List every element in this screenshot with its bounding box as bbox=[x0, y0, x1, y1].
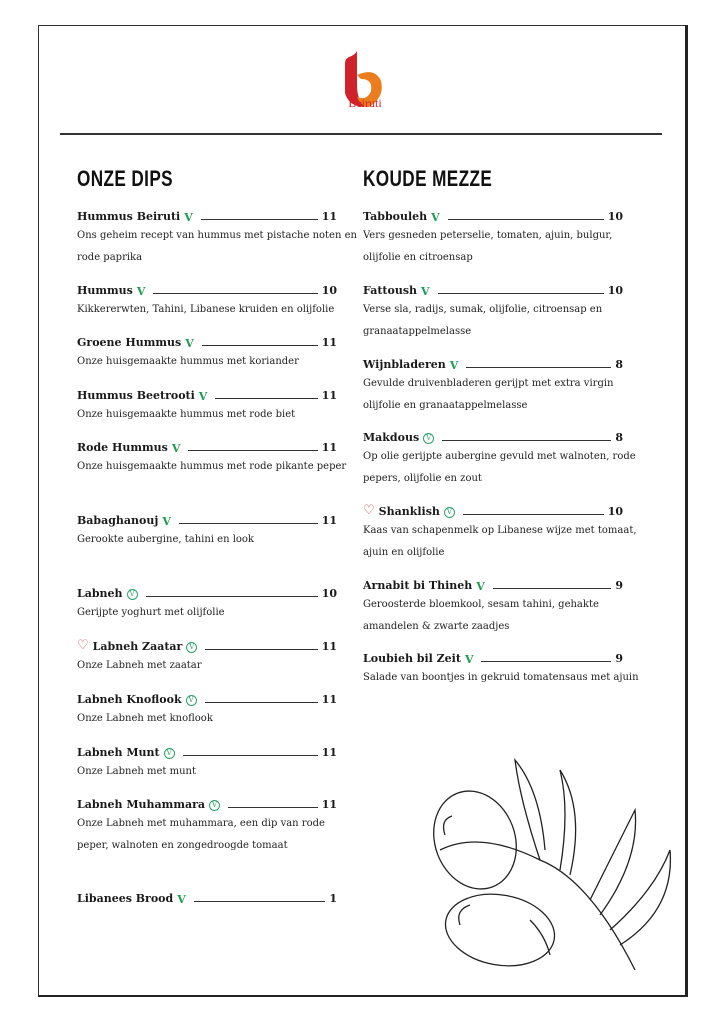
item-name: Labneh Knoflook bbox=[77, 693, 182, 706]
description-line: Kikkererwten, Tahini, Libanese kruiden en olijfolie bbox=[77, 304, 335, 315]
description-line: Salade van boontjes in gekruid tomatensaus met ajuin bbox=[363, 672, 639, 683]
menu-item bbox=[77, 795, 337, 857]
description-line: peper, walnoten en zongedroogde tomaat bbox=[77, 840, 288, 851]
vegan-leaf-icon: V bbox=[136, 285, 146, 298]
dotted-leader bbox=[179, 523, 318, 524]
vegetarian-icon: V bbox=[423, 433, 434, 444]
item-description bbox=[77, 404, 337, 426]
description-line: Onze huisgemaakte hummus met koriander bbox=[77, 356, 299, 367]
description-line: Onze Labneh met zaatar bbox=[77, 660, 202, 671]
dotted-leader bbox=[205, 702, 318, 703]
vegan-leaf-icon: V bbox=[171, 442, 181, 455]
item-description bbox=[77, 708, 337, 730]
item-price: 11 bbox=[321, 336, 337, 349]
item-price: 11 bbox=[321, 441, 337, 454]
item-name: Labneh bbox=[77, 587, 123, 600]
description-line: rode paprika bbox=[77, 252, 143, 263]
menu-item bbox=[77, 889, 337, 905]
item-name: Labneh Muhammara bbox=[77, 798, 206, 811]
item-description bbox=[363, 373, 623, 417]
item-price: 8 bbox=[615, 431, 623, 444]
item-price: 11 bbox=[321, 798, 337, 811]
vegetarian-icon: V bbox=[186, 695, 197, 706]
item-description bbox=[77, 225, 357, 269]
item-name: Rode Hummus bbox=[77, 441, 168, 454]
menu-item bbox=[77, 333, 337, 373]
dotted-leader bbox=[188, 450, 317, 451]
vegan-leaf-icon: V bbox=[162, 515, 171, 528]
dotted-leader bbox=[448, 219, 604, 220]
vegan-leaf-icon: V bbox=[184, 211, 193, 224]
dotted-leader bbox=[153, 293, 317, 294]
dotted-leader bbox=[438, 293, 604, 294]
item-price: 8 bbox=[615, 358, 623, 371]
vegan-leaf-icon: V bbox=[185, 337, 194, 350]
description-line: Op olie gerijpte aubergine gevuld met walnoten, rode bbox=[363, 451, 636, 462]
dotted-leader bbox=[463, 514, 604, 515]
vegan-leaf-icon: V bbox=[476, 580, 485, 593]
item-price: 1 bbox=[329, 892, 337, 905]
menu-item bbox=[77, 438, 347, 478]
item-description bbox=[363, 667, 639, 689]
item-name: Babaghanouj bbox=[77, 514, 159, 527]
description-line: Onze Labneh met muhammara, een dip van rode bbox=[77, 818, 325, 829]
dotted-leader bbox=[481, 661, 611, 662]
item-description bbox=[77, 529, 337, 551]
item-description bbox=[77, 456, 347, 478]
item-description bbox=[77, 351, 337, 373]
item-price: 10 bbox=[607, 284, 623, 297]
description-line: pepers, olijfolie en zout bbox=[363, 473, 482, 484]
item-description bbox=[363, 225, 623, 269]
menu-item bbox=[77, 637, 337, 677]
description-line: ajuin en olijfolie bbox=[363, 547, 445, 558]
menu-item bbox=[77, 386, 337, 426]
description-line: Onze huisgemaakte hummus met rode biet bbox=[77, 409, 296, 420]
item-name: Hummus Beetrooti bbox=[77, 389, 195, 402]
item-name: Labneh Zaatar bbox=[92, 640, 183, 653]
description-line: Onze huisgemaakte hummus met rode pikante peper bbox=[77, 461, 347, 472]
item-description bbox=[363, 299, 623, 343]
description-line: Onze Labneh met knoflook bbox=[77, 713, 213, 724]
menu-item bbox=[77, 511, 337, 551]
item-description bbox=[363, 446, 636, 490]
vegan-leaf-icon: V bbox=[431, 211, 440, 224]
item-price: 11 bbox=[321, 210, 337, 223]
dotted-leader bbox=[228, 807, 318, 808]
dotted-leader bbox=[194, 901, 326, 902]
section-title-mezze: KOUDE MEZZE bbox=[363, 166, 493, 191]
description-line: Verse sla, radijs, sumak, olijfolie, citroensap en bbox=[363, 304, 603, 315]
section-title-dips: ONZE DIPS bbox=[77, 166, 174, 191]
item-description bbox=[363, 520, 637, 564]
description-line: Gerijpte yoghurt met olijfolie bbox=[77, 607, 225, 618]
menu-item bbox=[363, 649, 639, 689]
item-name: Shanklish bbox=[378, 505, 440, 518]
description-line: Ons geheim recept van hummus met pistache noten en bbox=[77, 230, 357, 241]
dotted-leader bbox=[442, 440, 611, 441]
item-description bbox=[77, 655, 337, 677]
item-price: 9 bbox=[615, 652, 623, 665]
item-name: Arnabit bi Thineh bbox=[363, 579, 473, 592]
item-name: Labneh Munt bbox=[77, 746, 160, 759]
menu-item bbox=[77, 690, 337, 730]
item-price: 10 bbox=[607, 505, 623, 518]
item-description bbox=[77, 602, 337, 624]
item-description bbox=[77, 761, 337, 783]
description-line: Onze Labneh met munt bbox=[77, 766, 196, 777]
vegan-leaf-icon: V bbox=[177, 893, 186, 906]
dotted-leader bbox=[201, 219, 318, 220]
item-name: Tabbouleh bbox=[363, 210, 428, 223]
header-divider bbox=[60, 133, 662, 135]
item-name: Groene Hummus bbox=[77, 336, 182, 349]
menu-item bbox=[363, 428, 636, 490]
dotted-leader bbox=[202, 345, 318, 346]
item-name: Makdous bbox=[363, 431, 420, 444]
description-line: Kaas van schapenmelk op Libanese wijze met tomaat, bbox=[363, 525, 637, 536]
menu-item bbox=[363, 576, 623, 638]
vegan-leaf-icon: V bbox=[449, 359, 459, 372]
item-name: Hummus Beiruti bbox=[77, 210, 181, 223]
item-price: 11 bbox=[321, 640, 337, 653]
dotted-leader bbox=[146, 596, 318, 597]
menu-item bbox=[77, 743, 337, 783]
dotted-leader bbox=[183, 755, 318, 756]
vegetarian-icon: V bbox=[186, 642, 197, 653]
description-line: amandelen & zwarte zaadjes bbox=[363, 621, 510, 632]
item-name: Loubieh bil Zeit bbox=[363, 652, 461, 665]
vegetarian-icon: V bbox=[127, 589, 138, 600]
vegan-leaf-icon: V bbox=[198, 390, 208, 403]
dotted-leader bbox=[215, 398, 317, 399]
menu-item bbox=[77, 281, 337, 321]
olive-branch-illustration bbox=[420, 740, 690, 980]
item-price: 11 bbox=[321, 746, 337, 759]
heart-icon: ♡ bbox=[363, 503, 375, 518]
menu-item bbox=[363, 355, 623, 417]
heart-icon: ♡ bbox=[77, 638, 89, 653]
menu-item bbox=[363, 207, 623, 269]
menu-item bbox=[363, 502, 637, 564]
dotted-leader bbox=[466, 367, 611, 368]
description-line: Geroosterde bloemkool, sesam tahini, gehakte bbox=[363, 599, 599, 610]
menu-item bbox=[77, 207, 357, 269]
item-description bbox=[363, 594, 623, 638]
item-description bbox=[77, 813, 337, 857]
vegan-leaf-icon: V bbox=[464, 653, 474, 666]
description-line: Vers gesneden peterselie, tomaten, ajuin, bulgur, bbox=[363, 230, 613, 241]
menu-item bbox=[77, 584, 337, 624]
item-name: Wijnbladeren bbox=[363, 358, 446, 371]
description-line: Gevulde druivenbladeren gerijpt met extra virgin bbox=[363, 378, 614, 389]
item-name: Libanees Brood bbox=[77, 892, 174, 905]
item-price: 10 bbox=[321, 587, 337, 600]
item-price: 11 bbox=[321, 693, 337, 706]
description-line: olijfolie en granaatappelmelasse bbox=[363, 400, 528, 411]
dotted-leader bbox=[205, 649, 317, 650]
item-price: 9 bbox=[615, 579, 623, 592]
item-price: 11 bbox=[321, 514, 337, 527]
description-line: olijfolie en citroensap bbox=[363, 252, 473, 263]
menu-item bbox=[363, 281, 623, 343]
vegetarian-icon: V bbox=[164, 748, 175, 759]
vegetarian-icon: V bbox=[444, 507, 455, 518]
item-price: 10 bbox=[321, 284, 337, 297]
item-description bbox=[77, 299, 337, 321]
description-line: granaatappelmelasse bbox=[363, 326, 472, 337]
item-name: Fattoush bbox=[363, 284, 418, 297]
item-price: 11 bbox=[321, 389, 337, 402]
brand-name: Beiruti bbox=[348, 96, 382, 110]
item-name: Hummus bbox=[77, 284, 133, 297]
description-line: Gerookte aubergine, tahini en look bbox=[77, 534, 254, 545]
dotted-leader bbox=[493, 588, 612, 589]
vegetarian-icon: V bbox=[209, 800, 220, 811]
vegan-leaf-icon: V bbox=[421, 285, 430, 298]
item-price: 10 bbox=[607, 210, 623, 223]
